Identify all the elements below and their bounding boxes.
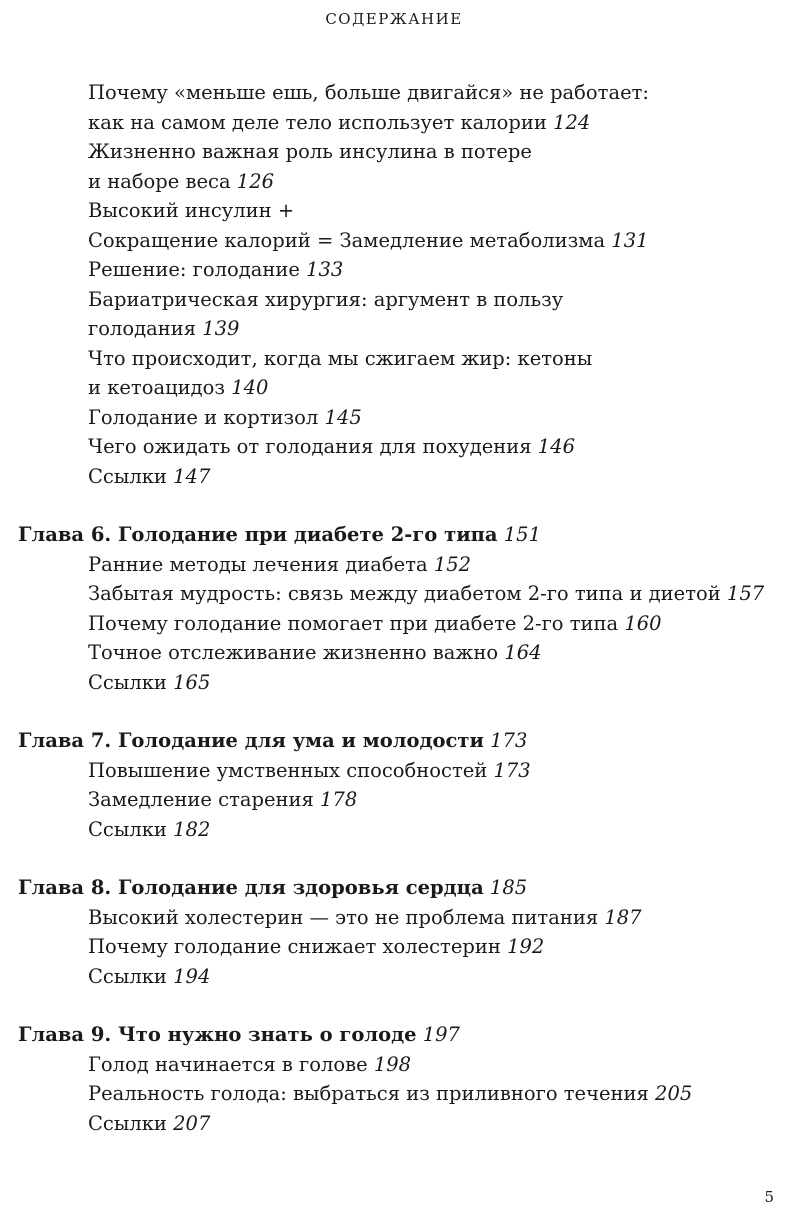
toc-entry-text: Ссылки [88, 964, 167, 988]
toc-entry-line: Сокращение калорий = Замедление метаболизма [88, 228, 606, 252]
chapter-heading [18, 520, 778, 550]
toc-page-number: 178 [320, 788, 358, 811]
toc-entry-text: Ссылки [88, 1111, 167, 1135]
toc-page-number: 164 [504, 641, 542, 664]
toc-entry [18, 462, 778, 492]
chapter-title: Глава 9. Что нужно знать о голоде [18, 1023, 417, 1046]
toc-page-number: 126 [236, 169, 275, 193]
toc-entry-line: Решение: голодание [88, 258, 300, 281]
toc-entry-text: Почему голодание помогает при диабете 2-го типа [88, 611, 619, 635]
toc-section-continued [18, 78, 778, 491]
toc-entry [18, 78, 778, 137]
toc-entry [18, 255, 778, 285]
chapter-heading [18, 873, 778, 903]
toc-entry-text: Точное отслеживание жизненно важно [88, 641, 499, 664]
toc-page-number: 133 [306, 258, 344, 281]
toc-entry [18, 344, 778, 403]
toc-page-number: 197 [422, 1023, 460, 1046]
toc-entry-line: Что происходит, когда мы сжигаем жир: кетоны [88, 346, 593, 370]
toc-entry [18, 756, 778, 786]
chapter-heading [18, 726, 778, 756]
toc-chapter-9 [18, 1020, 778, 1138]
toc-entry-text: Повышение умственных способностей [88, 758, 488, 782]
toc-page-number: 147 [173, 464, 211, 488]
toc-entry-text: Голод начинается в голове [88, 1052, 368, 1076]
toc-page-number: 165 [173, 670, 211, 694]
toc-entry-text: Высокий холестерин — это не проблема питания [88, 905, 599, 929]
toc-entry [18, 137, 778, 196]
toc-entry-line: голодания [88, 317, 197, 340]
toc-entry-line: и кетоацидоз [88, 376, 225, 399]
chapter-title: Глава 7. Голодание для ума и молодости [18, 729, 484, 752]
toc-entry-line: Жизненно важная роль инсулина в потере [88, 140, 532, 163]
toc-entry [18, 609, 778, 639]
toc-page-number: 207 [173, 1111, 211, 1135]
toc-page-number: 145 [324, 405, 362, 429]
toc-entry [18, 1050, 778, 1080]
toc-entry-text: Замедление старения [88, 788, 314, 811]
toc-entry-text: Ранние методы лечения диабета [88, 552, 428, 576]
toc-page-number: 187 [604, 905, 642, 929]
toc-entry [18, 962, 778, 992]
toc-page-number: 139 [202, 317, 240, 340]
toc-entry [18, 285, 778, 344]
toc-entry [18, 1079, 778, 1109]
toc-entry-line: Ссылки [88, 464, 167, 488]
toc-page-number: 173 [493, 758, 531, 782]
toc-entry-line: Почему «меньше ешь, больше двигайся» не работает: [88, 81, 649, 104]
toc-page-number: 124 [553, 110, 591, 134]
toc-entry-text: Забытая мудрость: связь между диабетом 2-го типа и диетой [88, 582, 721, 605]
toc-entry-text: Почему голодание снижает холестерин [88, 935, 501, 958]
toc-page-number: 192 [507, 935, 545, 958]
toc-entry [18, 579, 778, 609]
toc-page-number: 185 [489, 876, 528, 899]
toc-page-number: 157 [726, 582, 765, 605]
toc-chapter-8 [18, 873, 778, 991]
toc-entry-line: Высокий инсулин + [88, 199, 295, 222]
toc-entry-line: как на самом деле тело использует калории [88, 110, 547, 134]
toc-page-number: 152 [433, 552, 472, 576]
chapter-heading [18, 1020, 778, 1050]
toc-page-number: 173 [490, 729, 528, 752]
toc-page-number: 194 [173, 964, 211, 988]
toc-entry [18, 638, 778, 668]
toc-entry [18, 550, 778, 580]
toc-page-number: 140 [231, 376, 269, 399]
toc-chapter-7 [18, 726, 778, 844]
toc-page-number: 151 [503, 523, 541, 546]
toc-page-number: 160 [624, 611, 662, 635]
toc-entry [18, 403, 778, 433]
toc-entry [18, 196, 778, 255]
chapter-title: Глава 8. Голодание для здоровья сердца [18, 876, 484, 899]
toc-chapter-6 [18, 520, 778, 697]
toc-entry-line: Бариатрическая хирургия: аргумент в пользу [88, 287, 564, 311]
toc-page-number: 198 [373, 1052, 412, 1076]
page-number: 5 [764, 1188, 774, 1206]
chapter-title: Глава 6. Голодание при диабете 2-го типа [18, 523, 498, 546]
toc-entry [18, 785, 778, 815]
toc-page-number: 131 [611, 228, 649, 252]
toc-entry-line: Голодание и кортизол [88, 405, 319, 429]
toc-entry [18, 815, 778, 845]
toc-page-number: 205 [655, 1082, 693, 1105]
toc-entry [18, 1109, 778, 1139]
toc-entry [18, 903, 778, 933]
toc-entry-line: Чего ожидать от голодания для похудения [88, 435, 532, 458]
toc-entry-text: Ссылки [88, 817, 167, 841]
toc-entry-text: Ссылки [88, 670, 167, 694]
toc-entry-text: Реальность голода: выбраться из приливного течения [88, 1082, 649, 1105]
toc-page-number: 146 [537, 435, 575, 458]
toc-body [18, 78, 778, 1138]
toc-entry [18, 668, 778, 698]
toc-entry [18, 432, 778, 462]
toc-entry-line: и наборе веса [88, 169, 231, 193]
toc-entry [18, 932, 778, 962]
running-header: СОДЕРЖАНИЕ [325, 10, 463, 28]
toc-page-number: 182 [173, 817, 211, 841]
